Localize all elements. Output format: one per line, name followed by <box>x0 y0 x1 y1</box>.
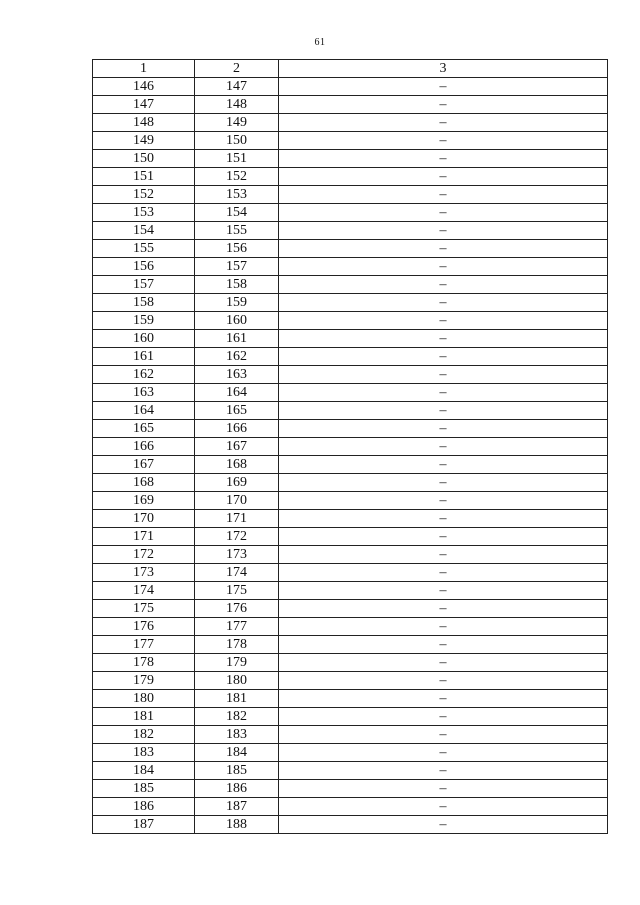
table-row <box>93 78 608 96</box>
column-header-3: 3 <box>279 60 608 78</box>
table-row <box>93 276 608 294</box>
cell-col-1: 146 <box>93 78 195 96</box>
cell-col-3: – <box>279 528 608 546</box>
table-row <box>93 168 608 186</box>
cell-col-2: 184 <box>195 744 279 762</box>
table-row <box>93 690 608 708</box>
table-row <box>93 654 608 672</box>
cell-col-3: – <box>279 438 608 456</box>
table-row <box>93 294 608 312</box>
table-row <box>93 474 608 492</box>
cell-col-1: 163 <box>93 384 195 402</box>
cell-col-3: – <box>279 204 608 222</box>
cell-col-1: 172 <box>93 546 195 564</box>
table-row <box>93 600 608 618</box>
cell-col-2: 151 <box>195 150 279 168</box>
cell-col-1: 155 <box>93 240 195 258</box>
cell-col-3: – <box>279 816 608 834</box>
cell-col-3: – <box>279 114 608 132</box>
table-row <box>93 726 608 744</box>
cell-col-3: – <box>279 798 608 816</box>
cell-col-1: 170 <box>93 510 195 528</box>
cell-col-2: 182 <box>195 708 279 726</box>
cell-col-3: – <box>279 564 608 582</box>
cell-col-2: 168 <box>195 456 279 474</box>
cell-col-3: – <box>279 132 608 150</box>
cell-col-1: 176 <box>93 618 195 636</box>
table-row <box>93 258 608 276</box>
cell-col-1: 180 <box>93 690 195 708</box>
cell-col-2: 180 <box>195 672 279 690</box>
page-number: 61 <box>314 37 326 48</box>
cell-col-1: 148 <box>93 114 195 132</box>
cell-col-2: 164 <box>195 384 279 402</box>
cell-col-2: 162 <box>195 348 279 366</box>
cell-col-2: 169 <box>195 474 279 492</box>
cell-col-3: – <box>279 258 608 276</box>
cell-col-2: 170 <box>195 492 279 510</box>
cell-col-2: 173 <box>195 546 279 564</box>
table-body <box>93 78 608 834</box>
cell-col-1: 160 <box>93 330 195 348</box>
table-row <box>93 222 608 240</box>
table-row <box>93 780 608 798</box>
cell-col-2: 153 <box>195 186 279 204</box>
cell-col-2: 158 <box>195 276 279 294</box>
cell-col-2: 155 <box>195 222 279 240</box>
cell-col-3: – <box>279 762 608 780</box>
cell-col-2: 183 <box>195 726 279 744</box>
table-row <box>93 438 608 456</box>
table-row <box>93 708 608 726</box>
data-table <box>92 59 608 834</box>
table-row <box>93 528 608 546</box>
cell-col-2: 177 <box>195 618 279 636</box>
cell-col-2: 148 <box>195 96 279 114</box>
cell-col-3: – <box>279 690 608 708</box>
table-row <box>93 582 608 600</box>
cell-col-2: 181 <box>195 690 279 708</box>
cell-col-2: 150 <box>195 132 279 150</box>
cell-col-2: 161 <box>195 330 279 348</box>
cell-col-2: 185 <box>195 762 279 780</box>
cell-col-1: 164 <box>93 402 195 420</box>
cell-col-1: 171 <box>93 528 195 546</box>
table-row <box>93 618 608 636</box>
table-row <box>93 420 608 438</box>
cell-col-3: – <box>279 384 608 402</box>
cell-col-3: – <box>279 312 608 330</box>
cell-col-1: 182 <box>93 726 195 744</box>
cell-col-2: 172 <box>195 528 279 546</box>
table-row <box>93 186 608 204</box>
cell-col-2: 188 <box>195 816 279 834</box>
cell-col-3: – <box>279 330 608 348</box>
cell-col-1: 186 <box>93 798 195 816</box>
cell-col-3: – <box>279 78 608 96</box>
cell-col-1: 184 <box>93 762 195 780</box>
table-row <box>93 546 608 564</box>
table-row <box>93 402 608 420</box>
cell-col-1: 166 <box>93 438 195 456</box>
cell-col-3: – <box>279 708 608 726</box>
cell-col-1: 177 <box>93 636 195 654</box>
table-row <box>93 798 608 816</box>
cell-col-3: – <box>279 420 608 438</box>
cell-col-1: 179 <box>93 672 195 690</box>
cell-col-3: – <box>279 672 608 690</box>
table-row <box>93 348 608 366</box>
cell-col-1: 154 <box>93 222 195 240</box>
cell-col-1: 157 <box>93 276 195 294</box>
cell-col-3: – <box>279 186 608 204</box>
cell-col-1: 169 <box>93 492 195 510</box>
cell-col-2: 157 <box>195 258 279 276</box>
cell-col-2: 186 <box>195 780 279 798</box>
cell-col-3: – <box>279 366 608 384</box>
cell-col-2: 152 <box>195 168 279 186</box>
cell-col-3: – <box>279 96 608 114</box>
cell-col-3: – <box>279 744 608 762</box>
cell-col-2: 174 <box>195 564 279 582</box>
table-row <box>93 636 608 654</box>
cell-col-2: 149 <box>195 114 279 132</box>
cell-col-3: – <box>279 276 608 294</box>
cell-col-2: 165 <box>195 402 279 420</box>
cell-col-2: 179 <box>195 654 279 672</box>
cell-col-1: 158 <box>93 294 195 312</box>
cell-col-3: – <box>279 510 608 528</box>
table-row <box>93 762 608 780</box>
cell-col-1: 162 <box>93 366 195 384</box>
table-row <box>93 564 608 582</box>
cell-col-2: 178 <box>195 636 279 654</box>
column-header-1: 1 <box>93 60 195 78</box>
cell-col-1: 187 <box>93 816 195 834</box>
cell-col-1: 152 <box>93 186 195 204</box>
cell-col-3: – <box>279 600 608 618</box>
table-row <box>93 366 608 384</box>
cell-col-1: 183 <box>93 744 195 762</box>
table-row <box>93 312 608 330</box>
cell-col-1: 173 <box>93 564 195 582</box>
cell-col-1: 185 <box>93 780 195 798</box>
cell-col-3: – <box>279 636 608 654</box>
cell-col-2: 166 <box>195 420 279 438</box>
table-row <box>93 672 608 690</box>
cell-col-1: 150 <box>93 150 195 168</box>
cell-col-2: 187 <box>195 798 279 816</box>
cell-col-2: 154 <box>195 204 279 222</box>
table-row <box>93 330 608 348</box>
cell-col-2: 176 <box>195 600 279 618</box>
cell-col-3: – <box>279 582 608 600</box>
cell-col-1: 181 <box>93 708 195 726</box>
table-row <box>93 384 608 402</box>
cell-col-2: 160 <box>195 312 279 330</box>
cell-col-1: 147 <box>93 96 195 114</box>
cell-col-1: 151 <box>93 168 195 186</box>
cell-col-1: 159 <box>93 312 195 330</box>
table-row <box>93 816 608 834</box>
table-row <box>93 150 608 168</box>
cell-col-2: 167 <box>195 438 279 456</box>
cell-col-3: – <box>279 456 608 474</box>
cell-col-3: – <box>279 222 608 240</box>
table-header-row <box>93 60 608 78</box>
cell-col-3: – <box>279 348 608 366</box>
table-row <box>93 96 608 114</box>
cell-col-2: 171 <box>195 510 279 528</box>
cell-col-1: 156 <box>93 258 195 276</box>
cell-col-3: – <box>279 294 608 312</box>
cell-col-3: – <box>279 402 608 420</box>
cell-col-1: 161 <box>93 348 195 366</box>
cell-col-3: – <box>279 780 608 798</box>
cell-col-2: 159 <box>195 294 279 312</box>
cell-col-3: – <box>279 546 608 564</box>
table-row <box>93 114 608 132</box>
table-row <box>93 456 608 474</box>
cell-col-1: 175 <box>93 600 195 618</box>
cell-col-3: – <box>279 726 608 744</box>
cell-col-3: – <box>279 240 608 258</box>
cell-col-1: 168 <box>93 474 195 492</box>
cell-col-2: 163 <box>195 366 279 384</box>
cell-col-1: 178 <box>93 654 195 672</box>
cell-col-3: – <box>279 150 608 168</box>
cell-col-2: 156 <box>195 240 279 258</box>
cell-col-3: – <box>279 168 608 186</box>
cell-col-1: 149 <box>93 132 195 150</box>
table-row <box>93 132 608 150</box>
cell-col-3: – <box>279 492 608 510</box>
table-row <box>93 204 608 222</box>
cell-col-2: 147 <box>195 78 279 96</box>
cell-col-1: 174 <box>93 582 195 600</box>
cell-col-3: – <box>279 654 608 672</box>
cell-col-2: 175 <box>195 582 279 600</box>
cell-col-3: – <box>279 618 608 636</box>
column-header-2: 2 <box>195 60 279 78</box>
table-row <box>93 240 608 258</box>
cell-col-1: 167 <box>93 456 195 474</box>
table-row <box>93 492 608 510</box>
table-row <box>93 510 608 528</box>
table-row <box>93 744 608 762</box>
cell-col-1: 165 <box>93 420 195 438</box>
cell-col-1: 153 <box>93 204 195 222</box>
cell-col-3: – <box>279 474 608 492</box>
